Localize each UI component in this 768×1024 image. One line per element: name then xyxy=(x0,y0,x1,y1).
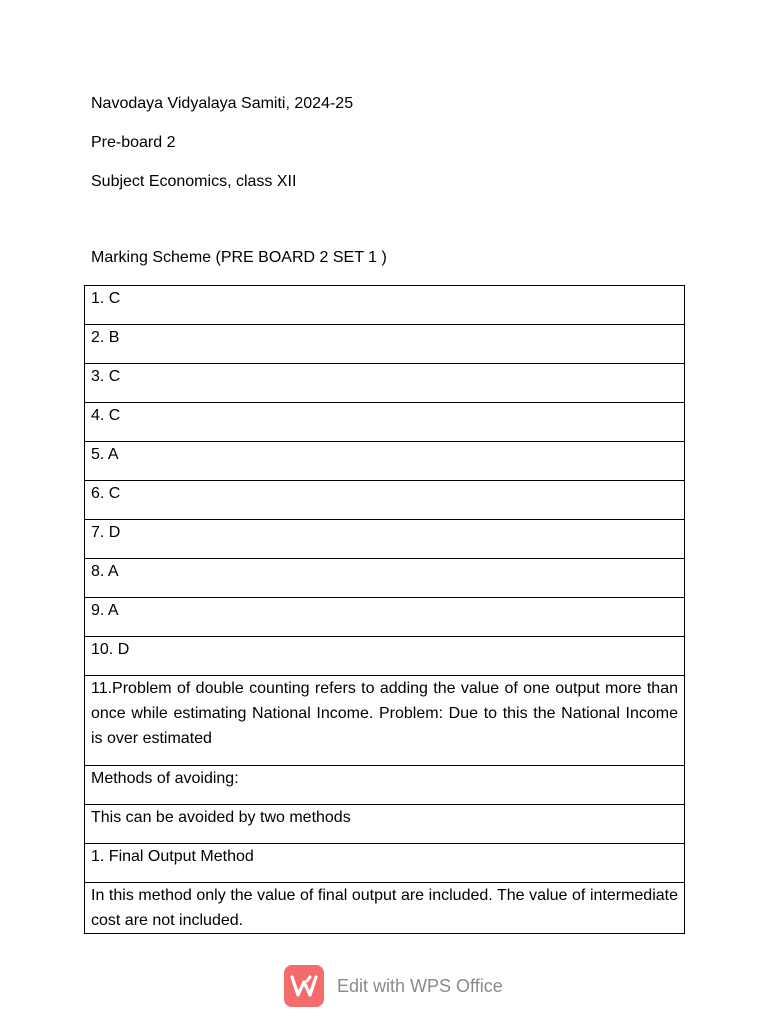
answer-cell: 1. C xyxy=(85,286,685,325)
table-row xyxy=(85,676,685,766)
table-row xyxy=(85,805,685,844)
table-row xyxy=(85,520,685,559)
table-row xyxy=(85,325,685,364)
table-row xyxy=(85,442,685,481)
answer-cell: 6. C xyxy=(85,481,685,520)
answer-cell: 2. B xyxy=(85,325,685,364)
answer-cell: 9. A xyxy=(85,598,685,637)
q11-answer-cell xyxy=(85,676,685,766)
edit-with-wps-label[interactable]: Edit with WPS Office xyxy=(337,975,503,996)
table-row xyxy=(85,286,685,325)
answer-cell: 7. D xyxy=(85,520,685,559)
table-row xyxy=(85,637,685,676)
wps-logo-icon[interactable] xyxy=(284,965,324,1007)
table-row xyxy=(85,559,685,598)
table-row xyxy=(85,883,685,934)
answer-cell: 3. C xyxy=(85,364,685,403)
methods-heading-cell: Methods of avoiding: xyxy=(85,766,685,805)
exam-title: Pre-board 2 xyxy=(91,134,176,151)
edit-with-wps-banner[interactable] xyxy=(284,965,503,1007)
subject-title: Subject Economics, class XII xyxy=(91,173,297,190)
marking-scheme-table xyxy=(84,285,685,934)
answer-cell: 8. A xyxy=(85,559,685,598)
table-row xyxy=(85,766,685,805)
answer-cell: 4. C xyxy=(85,403,685,442)
table-row xyxy=(85,403,685,442)
methods-intro-cell: This can be avoided by two methods xyxy=(85,805,685,844)
table-row xyxy=(85,364,685,403)
answer-cell: 5. A xyxy=(85,442,685,481)
method1-title-cell: 1. Final Output Method xyxy=(85,844,685,883)
method1-desc-cell xyxy=(85,883,685,934)
answer-cell: 10. D xyxy=(85,637,685,676)
table-row xyxy=(85,598,685,637)
organization-title: Navodaya Vidyalaya Samiti, 2024-25 xyxy=(91,95,354,112)
method1-desc-text: In this method only the value of final output are included. The value of intermediate cost are not included. xyxy=(91,887,678,929)
marking-scheme-title: Marking Scheme (PRE BOARD 2 SET 1 ) xyxy=(91,249,387,266)
table-row xyxy=(85,481,685,520)
table-row xyxy=(85,844,685,883)
q11-answer-text: 11.Problem of double counting refers to adding the value of one output more than once while estimating National Income. Problem: Due to this the National Income is over estimated xyxy=(91,680,678,747)
